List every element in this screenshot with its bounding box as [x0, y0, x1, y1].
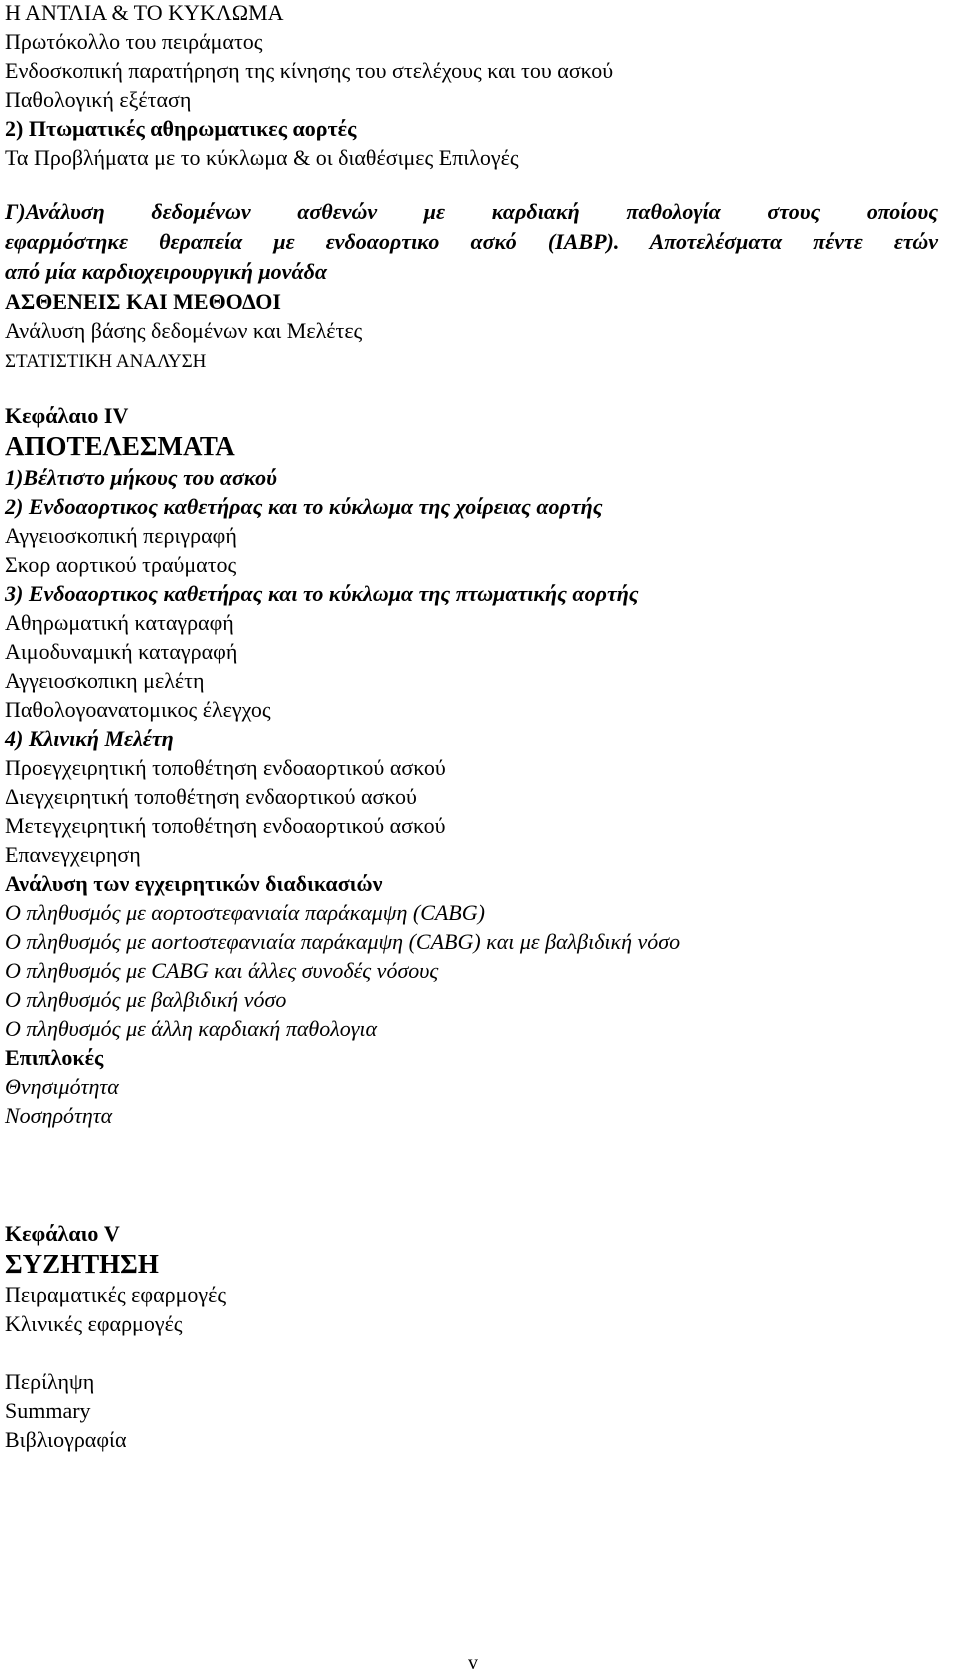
toc-line: Ο πληθυσμός με άλλη καρδιακή παθολογια	[5, 1016, 378, 1041]
toc-line: Ενδοσκοπική παρατήρηση της κίνησης του στελέχους και του ασκού	[5, 58, 614, 83]
toc-line: Αγγειοσκοπική περιγραφή	[5, 523, 237, 548]
toc-line: Περίληψη	[5, 1369, 95, 1394]
section-heading: Γ)Ανάλυση δεδομένων ασθενών με καρδιακή παθολογία στους οποίους	[5, 199, 938, 224]
toc-line: Κλινικές εφαρμογές	[5, 1311, 183, 1336]
toc-line: Αιμοδυναμική καταγραφή	[5, 639, 238, 664]
chapter-title: ΣΥΖΗΤΗΣΗ	[5, 1249, 159, 1279]
toc-line: 1)Βέλτιστο μήκους του ασκού	[5, 465, 277, 490]
toc-line: Θνησιμότητα	[5, 1074, 119, 1099]
toc-line: Πειραματικές εφαρμογές	[5, 1282, 227, 1307]
toc-line: Ο πληθυσμός με αορτοστεφανιαία παράκαμψη (CABG)	[5, 900, 485, 925]
section-heading: εφαρμόστηκε θεραπεία με ενδοαορτικο ασκό (IABP). Αποτελέσματα πέντε ετών	[5, 229, 938, 254]
toc-line: ΣΤΑΤΙΣΤΙΚΗ ΑΝΑΛΥΣΗ	[5, 351, 207, 372]
toc-line: Ο πληθυσμός με βαλβιδική νόσο	[5, 987, 287, 1012]
toc-line: Ανάλυση βάσης δεδομένων και Μελέτες	[5, 318, 363, 343]
toc-line: Νοσηρότητα	[5, 1103, 113, 1128]
toc-line: Ο πληθυσμός με CABG και άλλες συνοδές νόσους	[5, 958, 439, 983]
toc-line: 2) Πτωματικές αθηρωματικες αορτές	[5, 116, 357, 141]
toc-line: Επιπλοκές	[5, 1045, 104, 1070]
page-number: v	[468, 1652, 478, 1674]
toc-line: Σκορ αορτικού τραύματος	[5, 552, 237, 577]
chapter-label: Κεφάλαιο IV	[5, 403, 129, 428]
toc-line: Βιβλιογραφία	[5, 1427, 127, 1452]
toc-line: Αγγειοσκοπικη μελέτη	[5, 668, 205, 693]
toc-line: 4) Κλινική Μελέτη	[5, 726, 174, 751]
toc-line: Ανάλυση των εγχειρητικών διαδικασιών	[5, 871, 383, 896]
toc-line: Summary	[5, 1398, 91, 1423]
toc-line: Προεγχειρητική τοποθέτηση ενδοαορτικού ασκού	[5, 755, 446, 780]
section-heading: από μία καρδιοχειρουργική μονάδα	[5, 259, 328, 284]
toc-line: 2) Ενδοαορτικος καθετήρας και το κύκλωμα της χοίρειας αορτής	[5, 494, 603, 519]
toc-line: Τα Προβλήματα με το κύκλωμα & οι διαθέσιμες Επιλογές	[5, 145, 519, 170]
toc-line: Επανεγχειρηση	[5, 842, 141, 867]
toc-line: Παθολογική εξέταση	[5, 87, 192, 112]
toc-line: Πρωτόκολλο του πειράματος	[5, 29, 263, 54]
toc-line: Ο πληθυσμός με aortοστεφανιαία παράκαμψη (CABG) και με βαλβιδική νόσο	[5, 929, 681, 954]
toc-line: Μετεγχειρητική τοποθέτηση ενδοαορτικού ασκού	[5, 813, 446, 838]
toc-line: Διεγχειρητική τοποθέτηση ενδαορτικού ασκού	[5, 784, 417, 809]
toc-line: ΑΣΘΕΝΕΙΣ ΚΑΙ ΜΕΘΟΔΟΙ	[5, 289, 281, 314]
toc-line: Παθολογοανατομικος έλεγχος	[5, 697, 271, 722]
chapter-title: ΑΠΟΤΕΛΕΣΜΑΤΑ	[5, 431, 235, 461]
toc-line: 3) Ενδοαορτικος καθετήρας και το κύκλωμα της πτωματικής αορτής	[5, 581, 639, 606]
toc-line: Αθηρωματική καταγραφή	[5, 610, 234, 635]
toc-line: Η ΑΝΤΛΙΑ & ΤΟ ΚΥΚΛΩΜΑ	[5, 0, 284, 25]
chapter-label: Κεφάλαιο V	[5, 1221, 120, 1246]
